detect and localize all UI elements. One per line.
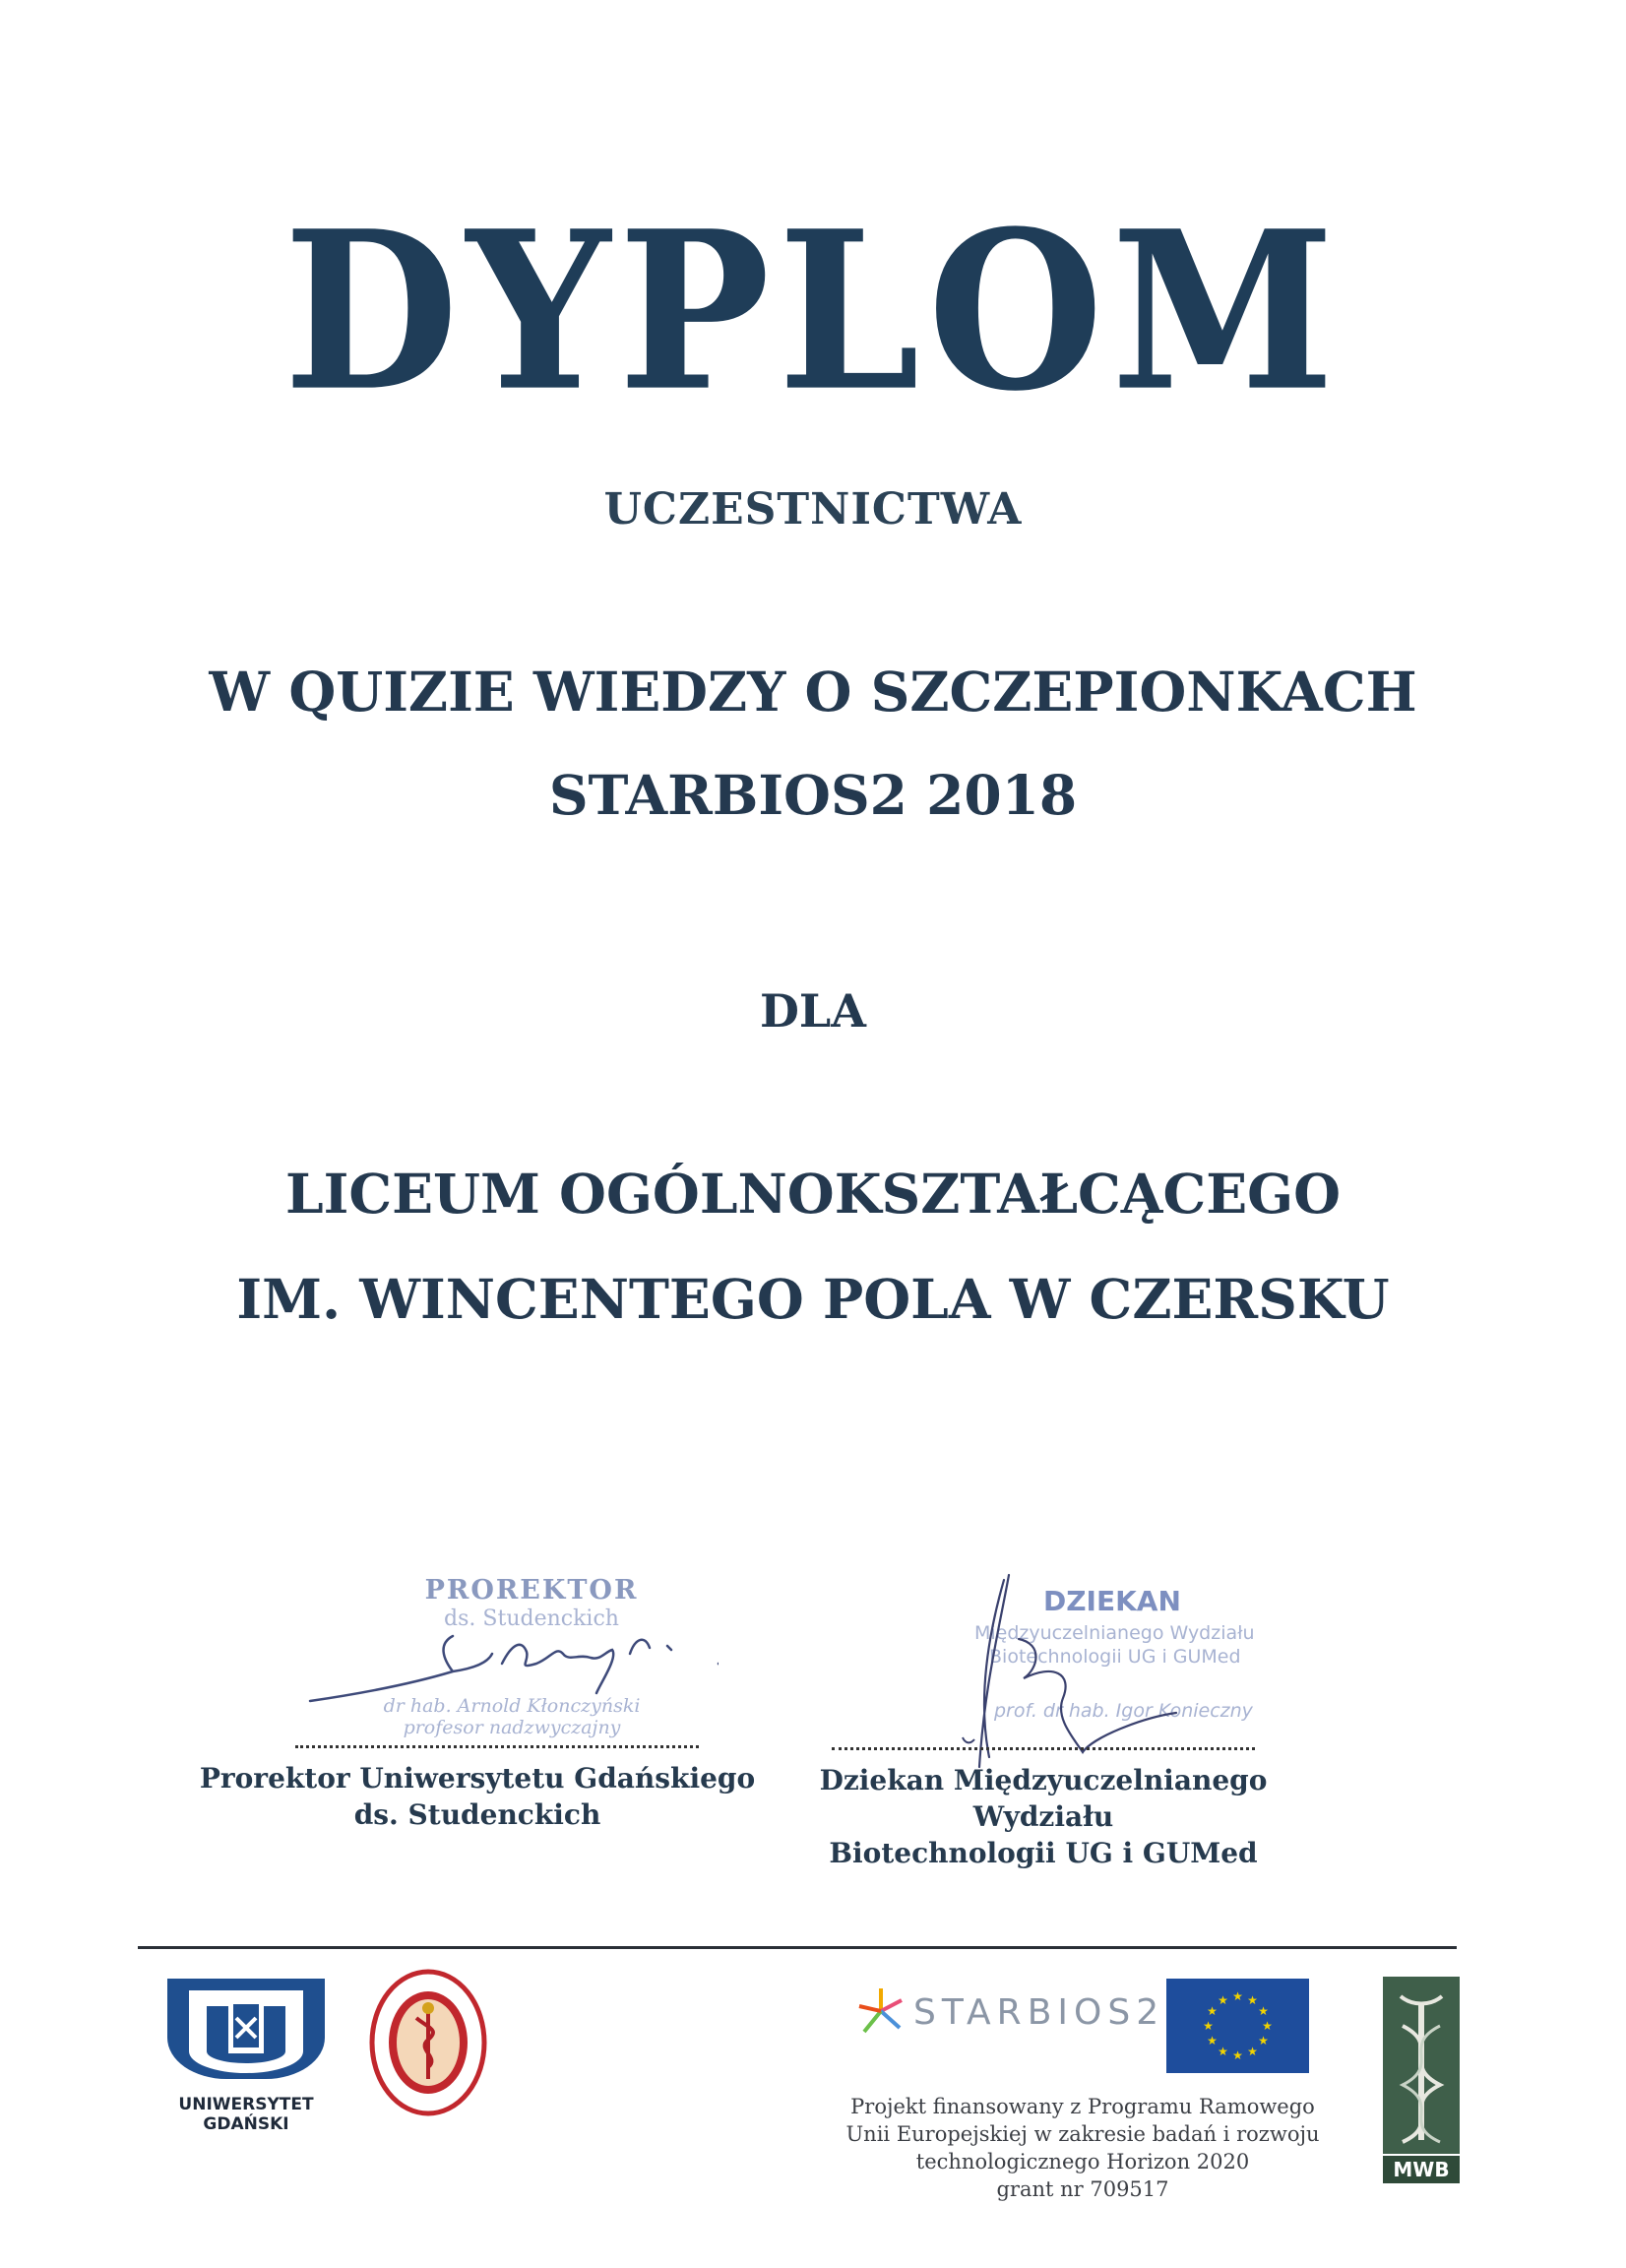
stamp-title-right: DZIEKAN xyxy=(1043,1585,1181,1617)
mwb-logo xyxy=(1383,1977,1460,2183)
recipient-line1: LICEUM OGÓLNOKSZTAŁCĄCEGO xyxy=(284,1162,1342,1226)
for-label: DLA xyxy=(760,984,866,1038)
eu-star-icon: ★ xyxy=(1232,2048,1243,2062)
eu-star-icon: ★ xyxy=(1258,2034,1269,2048)
stamp-name-right: prof. dr hab. Igor Konieczny xyxy=(994,1700,1253,1722)
eu-star-icon: ★ xyxy=(1247,2044,1258,2058)
stamp-subtitle-left: ds. Studenckich xyxy=(444,1606,619,1631)
funding-note xyxy=(827,2093,1339,2203)
signature-right-handwriting xyxy=(945,1570,1230,1787)
eu-star-icon: ★ xyxy=(1203,2019,1214,2033)
mwb-logo-text: MWB xyxy=(1383,2156,1460,2183)
funding-line2: Unii Europejskiej w zakresie badań i rozwoju xyxy=(845,2122,1320,2146)
eu-star-icon: ★ xyxy=(1232,1989,1243,2003)
role-right-line2: Biotechnologii UG i GUMed xyxy=(829,1837,1258,1869)
eu-star-icon: ★ xyxy=(1218,2044,1228,2058)
starbios-logo-text: STARBIOS2 xyxy=(913,1992,1165,2033)
eu-star-icon: ★ xyxy=(1258,2004,1269,2018)
recipient-line2: IM. WINCENTEGO POLA W CZERSKU xyxy=(236,1267,1390,1331)
stamp-position-left: profesor nadzwyczajny xyxy=(403,1717,621,1738)
ug-logo-text: UNIWERSYTET GDAŃSKI xyxy=(178,2095,314,2134)
eu-star-icon: ★ xyxy=(1207,2004,1218,2018)
eu-star-icon: ★ xyxy=(1218,1993,1228,2008)
stamp-name-left: dr hab. Arnold Kłonczyński xyxy=(383,1695,641,1717)
role-left-line1: Prorektor Uniwersytetu Gdańskiego xyxy=(199,1762,756,1795)
starbios-star-icon xyxy=(856,1986,906,2036)
stamp-line1-right: Międzyuczelnianego Wydziału xyxy=(974,1622,1255,1644)
footer-divider xyxy=(138,1946,1457,1949)
role-right-line1: Dziekan Międzyuczelnianego Wydziału xyxy=(819,1764,1268,1833)
mwb-emblem-icon xyxy=(1383,1977,1460,2154)
event-name-line1: W QUIZIE WIEDZY O SZCZEPIONKACH xyxy=(209,660,1417,724)
role-left-line2: ds. Studenckich xyxy=(353,1798,601,1831)
signature-line-left xyxy=(295,1745,699,1748)
event-name-line2: STARBIOS2 2018 xyxy=(548,763,1078,827)
ug-emblem-icon xyxy=(138,1969,354,2087)
eu-flag-icon xyxy=(1166,1979,1309,2073)
ug-logo xyxy=(138,1969,354,2134)
funding-line1: Projekt finansowany z Programu Ramowego xyxy=(850,2095,1315,2118)
diploma-subtitle: UCZESTNICTWA xyxy=(603,484,1023,535)
funding-line3: technologicznego Horizon 2020 xyxy=(915,2150,1250,2174)
funding-line4: grant nr 709517 xyxy=(996,2177,1169,2201)
signature-line-right xyxy=(832,1747,1255,1750)
gumed-seal-icon xyxy=(369,1969,487,2116)
diploma-title: DYPLOM xyxy=(283,184,1343,440)
stamp-line2-right: Biotechnologii UG i GUMed xyxy=(989,1646,1241,1668)
eu-star-icon: ★ xyxy=(1262,2019,1273,2033)
eu-star-icon: ★ xyxy=(1247,1993,1258,2008)
eu-star-icon: ★ xyxy=(1207,2034,1218,2048)
stamp-title-left: PROREKTOR xyxy=(424,1575,639,1606)
